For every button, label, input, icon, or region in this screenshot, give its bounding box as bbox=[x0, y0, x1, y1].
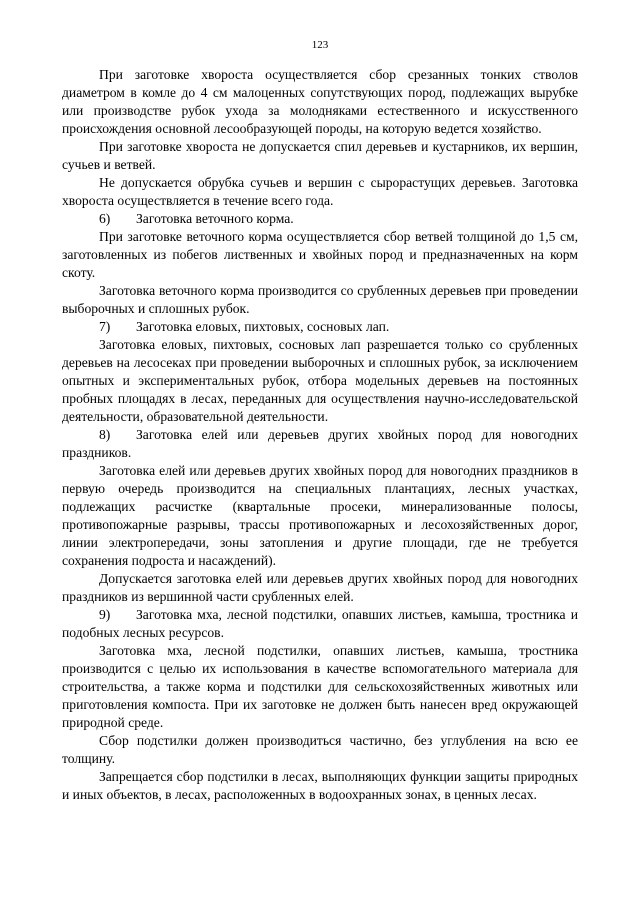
list-item bbox=[62, 606, 578, 642]
list-item-text: Заготовка веточного корма. bbox=[136, 211, 294, 226]
list-item-number: 8) bbox=[99, 427, 111, 442]
paragraph: При заготовке веточного корма осуществляется сбор ветвей толщиной до 1,5 см, заготовленных из побегов лиственных и хвойных пород и предназначенных на корм скоту. bbox=[62, 229, 578, 280]
paragraph: Заготовка мха, лесной подстилки, опавших листьев, камыша, тростника производится с целью их использования в качестве вспомогательного материала для строительства, а также корма и подстилки для сельскохозяйственных животных или приготовления компоста. При их заготовке не должен быть нанесен вред окружающей природной среде. bbox=[62, 643, 578, 730]
list-item-number: 7) bbox=[99, 319, 111, 334]
paragraph: Заготовка елей или деревьев других хвойных пород для новогодних праздников в первую очередь производится на специальных плантациях, лесных участках, подлежащих расчистке (квартальные просеки, минерализованные полосы, противопожарные разрывы, трассы противопожарных и лесохозяйственных дорог, линии электропередачи, зоны затопления и другие площади, где не требуется сохранения подроста и насаждений). bbox=[62, 463, 578, 568]
list-item-number: 6) bbox=[99, 211, 111, 226]
paragraph: Не допускается обрубка сучьев и вершин с сырорастущих деревьев. Заготовка хвороста осуществляется в течение всего года. bbox=[62, 175, 578, 208]
list-item-text: Заготовка елей или деревьев других хвойных пород для новогодних праздников. bbox=[62, 427, 578, 460]
paragraph: Запрещается сбор подстилки в лесах, выполняющих функции защиты природных и иных объектов, в лесах, расположенных в водоохранных зонах, в ценных лесах. bbox=[62, 769, 578, 802]
list-item-text: Заготовка мха, лесной подстилки, опавших листьев, камыша, тростника и подобных лесных ресурсов. bbox=[62, 607, 578, 640]
list-item bbox=[62, 426, 578, 462]
list-item-text: Заготовка еловых, пихтовых, сосновых лап. bbox=[136, 319, 390, 334]
list-item bbox=[62, 210, 578, 228]
list-item bbox=[62, 318, 578, 336]
paragraph: Заготовка еловых, пихтовых, сосновых лап разрешается только со срубленных деревьев на лесосеках при проведении выборочных и сплошных рубок, за исключением опытных и экспериментальных рубок, отбора модельных деревьев на постоянных пробных площадях в лесах, переданных для осуществления научно-исследовательской деятельности, образовательной деятельности. bbox=[62, 337, 578, 424]
paragraph: Допускается заготовка елей или деревьев других хвойных пород для новогодних праздников из вершинной части срубленных елей. bbox=[62, 571, 578, 604]
paragraph: Заготовка веточного корма производится со срубленных деревьев при проведении выборочных и сплошных рубок. bbox=[62, 283, 578, 316]
paragraph: Сбор подстилки должен производиться частично, без углубления на всю ее толщину. bbox=[62, 733, 578, 766]
page-number: 123 bbox=[311, 39, 329, 51]
paragraph: При заготовке хвороста не допускается спил деревьев и кустарников, их вершин, сучьев и ветвей. bbox=[62, 139, 578, 172]
paragraph: При заготовке хвороста осуществляется сбор срезанных тонких стволов диаметром в комле до 4 см малоценных сопутствующих пород, подлежащих вырубке или производстве рубок ухода за молодняками естественного и искусственного происхождения основной лесообразующей породы, на которую ведется хозяйство. bbox=[62, 67, 578, 136]
document-body bbox=[62, 66, 578, 804]
list-item-number: 9) bbox=[99, 607, 111, 622]
